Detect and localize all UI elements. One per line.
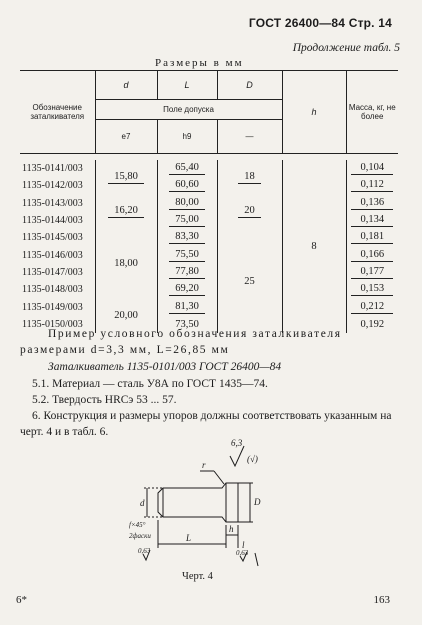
- footer-signature: 6*: [16, 594, 27, 606]
- tol-L: h9: [157, 120, 217, 154]
- label-r: r: [202, 460, 206, 470]
- chamfer-label: f×45°: [129, 521, 146, 529]
- row-L: 80,00: [157, 195, 217, 212]
- page-number: 163: [373, 594, 390, 606]
- row-mass: 0,166: [346, 246, 398, 263]
- label-h: h: [229, 524, 234, 534]
- roughness-value: 6,3: [231, 438, 243, 448]
- row-code: 1135-0145/003: [22, 232, 83, 244]
- row-mass: 0,192: [346, 316, 398, 333]
- row-L: 83,30: [157, 229, 217, 246]
- roughness-paren: (√): [247, 454, 258, 464]
- example-paragraph: Пример условного обозначения заталкивателя размерами d=3,3 мм, L=26,85 мм: [20, 328, 342, 356]
- table-continuation: Продолжение табл. 5: [292, 42, 400, 54]
- row-L: 60,60: [157, 177, 217, 194]
- row-code: 1135-0147/003: [22, 266, 83, 278]
- D-group: 18: [217, 160, 282, 195]
- row-L: 81,30: [157, 298, 217, 315]
- clause-5-2: 5.2. Твердость HRCэ 53 ... 57.: [32, 394, 177, 406]
- header-L: L: [157, 71, 217, 100]
- d-group: 15,80: [95, 160, 157, 195]
- row-L: 65,40: [157, 160, 217, 177]
- row-code: 1135-0144/003: [22, 215, 83, 227]
- header-d: d: [95, 71, 157, 100]
- row-code: 1135-0149/003: [22, 301, 83, 313]
- D-group: 25: [217, 229, 282, 333]
- row-mass: 0,177: [346, 264, 398, 281]
- label-d: d: [140, 498, 145, 508]
- d-group: 16,20: [95, 195, 157, 230]
- row-code: 1135-0148/003: [22, 284, 83, 296]
- row-mass: 0,136: [346, 195, 398, 212]
- row-code: 1135-0141/003: [22, 163, 83, 175]
- header-code: Обозначение заталкивателя: [20, 71, 95, 154]
- row-code: 1135-0142/003: [22, 180, 83, 192]
- roughness-right: 0,63: [236, 549, 249, 557]
- example-designation: Заталкиватель 1135-0101/003 ГОСТ 26400—84: [48, 361, 282, 373]
- tol-D: —: [217, 120, 282, 154]
- figure-caption: Черт. 4: [182, 571, 213, 582]
- row-mass: 0,104: [346, 160, 398, 177]
- row-code: 1135-0143/003: [22, 197, 83, 209]
- row-mass: 0,153: [346, 281, 398, 298]
- tolerance-label: Поле допуска: [95, 100, 282, 120]
- row-code: 1135-0146/003: [22, 249, 83, 261]
- label-D: D: [254, 497, 261, 507]
- tol-d: e7: [95, 120, 157, 154]
- page-header: ГОСТ 26400—84 Стр. 14: [248, 16, 392, 30]
- d-group: 20,00: [95, 298, 157, 333]
- header-h: h: [282, 71, 346, 154]
- row-mass: 0,134: [346, 212, 398, 229]
- header-D: D: [217, 71, 282, 100]
- clause-6: 6. Конструкция и размеры упоров должны соответствовать указанным на черт. 4 и в табл. 6.: [20, 410, 392, 438]
- row-L: 73,50: [157, 316, 217, 333]
- row-mass: 0,181: [346, 229, 398, 246]
- clause-5-1: 5.1. Материал — сталь У8А по ГОСТ 1435—74.: [32, 378, 268, 390]
- row-code: 1135-0150/003: [22, 318, 83, 330]
- row-L: 75,50: [157, 246, 217, 263]
- row-L: 77,80: [157, 264, 217, 281]
- roughness-left: 0,63: [138, 547, 151, 555]
- label-l: l: [242, 540, 245, 550]
- row-mass: 0,112: [346, 177, 398, 194]
- chamfer-count: 2фаски: [129, 532, 151, 540]
- header-mass: Масса, кг, не более: [346, 71, 398, 154]
- h-value: 8: [282, 160, 346, 333]
- d-group: 18,00: [95, 229, 157, 298]
- row-L: 75,00: [157, 212, 217, 229]
- row-L: 69,20: [157, 281, 217, 298]
- label-L: L: [186, 533, 192, 543]
- row-mass: 0,212: [346, 298, 398, 315]
- D-group: 20: [217, 195, 282, 230]
- units-title: Размеры в мм: [155, 57, 244, 69]
